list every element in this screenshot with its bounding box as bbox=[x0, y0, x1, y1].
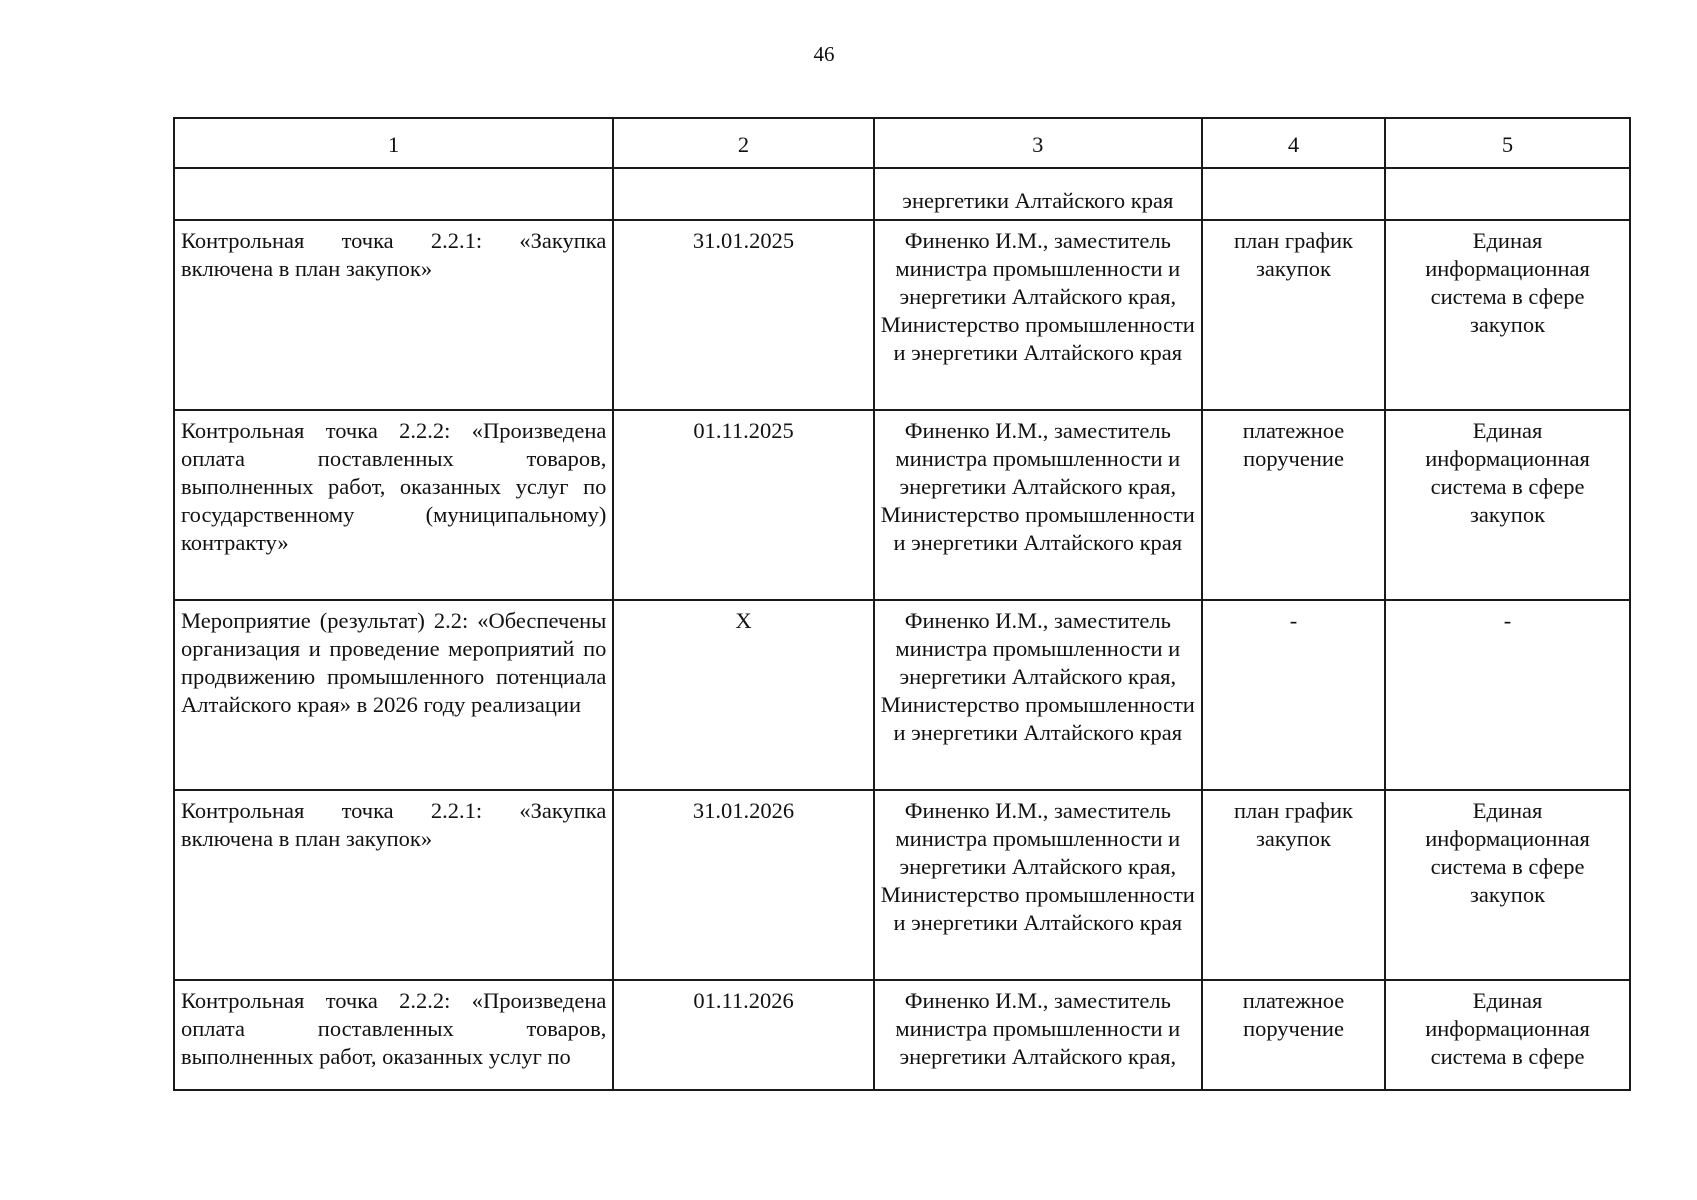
cell-info-system: Единая информационная система в сфере bbox=[1385, 980, 1630, 1090]
cell-date: 01.11.2026 bbox=[613, 980, 873, 1090]
header-col-5: 5 bbox=[1385, 118, 1630, 168]
cell-date: 01.11.2025 bbox=[613, 410, 873, 600]
cell-date: 31.01.2025 bbox=[613, 220, 873, 410]
cell-document: план график закупок bbox=[1202, 790, 1385, 980]
cell-responsible: Финенко И.М., заместитель министра промышленности и энергетики Алтайского края, Министерство промышленности и энергетики Алтайского края bbox=[874, 600, 1202, 790]
cell-date: 31.01.2026 bbox=[613, 790, 873, 980]
cell-stage: Контрольная точка 2.2.2: «Произведена оплата поставленных товаров, выполненных работ, оказанных услуг по государственному (муниципальному) контракту» bbox=[174, 410, 613, 600]
cell-document bbox=[1202, 168, 1385, 220]
table-row bbox=[174, 410, 1630, 600]
header-col-3: 3 bbox=[874, 118, 1202, 168]
table-row-continuation bbox=[174, 168, 1630, 220]
table-header-row bbox=[174, 118, 1630, 168]
cell-document: платежное поручение bbox=[1202, 980, 1385, 1090]
cell-info-system: Единая информационная система в сфере закупок bbox=[1385, 220, 1630, 410]
cell-stage: Контрольная точка 2.2.1: «Закупка включена в план закупок» bbox=[174, 220, 613, 410]
table-row bbox=[174, 220, 1630, 410]
cell-document: - bbox=[1202, 600, 1385, 790]
cell-info-system: Единая информационная система в сфере закупок bbox=[1385, 790, 1630, 980]
cell-responsible: Финенко И.М., заместитель министра промышленности и энергетики Алтайского края, bbox=[874, 980, 1202, 1090]
cell-info-system bbox=[1385, 168, 1630, 220]
cell-stage: Контрольная точка 2.2.2: «Произведена оплата поставленных товаров, выполненных работ, оказанных услуг по bbox=[174, 980, 613, 1090]
page-number: 46 bbox=[813, 42, 835, 66]
cell-date bbox=[613, 168, 873, 220]
cell-document: платежное поручение bbox=[1202, 410, 1385, 600]
table-row bbox=[174, 980, 1630, 1090]
header-col-4: 4 bbox=[1202, 118, 1385, 168]
table-row bbox=[174, 790, 1630, 980]
cell-responsible: Финенко И.М., заместитель министра промышленности и энергетики Алтайского края, Министерство промышленности и энергетики Алтайского края bbox=[874, 410, 1202, 600]
cell-info-system: Единая информационная система в сфере закупок bbox=[1385, 410, 1630, 600]
cell-stage bbox=[174, 168, 613, 220]
cell-responsible: Финенко И.М., заместитель министра промышленности и энергетики Алтайского края, Министерство промышленности и энергетики Алтайского края bbox=[874, 220, 1202, 410]
cell-info-system: - bbox=[1385, 600, 1630, 790]
cell-stage: Контрольная точка 2.2.1: «Закупка включена в план закупок» bbox=[174, 790, 613, 980]
cell-document: план график закупок bbox=[1202, 220, 1385, 410]
cell-date: Х bbox=[613, 600, 873, 790]
cell-responsible: Финенко И.М., заместитель министра промышленности и энергетики Алтайского края, Министерство промышленности и энергетики Алтайского края bbox=[874, 790, 1202, 980]
cell-responsible: энергетики Алтайского края bbox=[874, 168, 1202, 220]
plan-table bbox=[173, 117, 1631, 1091]
table-row bbox=[174, 600, 1630, 790]
header-col-2: 2 bbox=[613, 118, 873, 168]
header-col-1: 1 bbox=[174, 118, 613, 168]
cell-stage: Мероприятие (результат) 2.2: «Обеспечены организация и проведение мероприятий по продвижению промышленного потенциала Алтайского края» в 2026 году реализации bbox=[174, 600, 613, 790]
